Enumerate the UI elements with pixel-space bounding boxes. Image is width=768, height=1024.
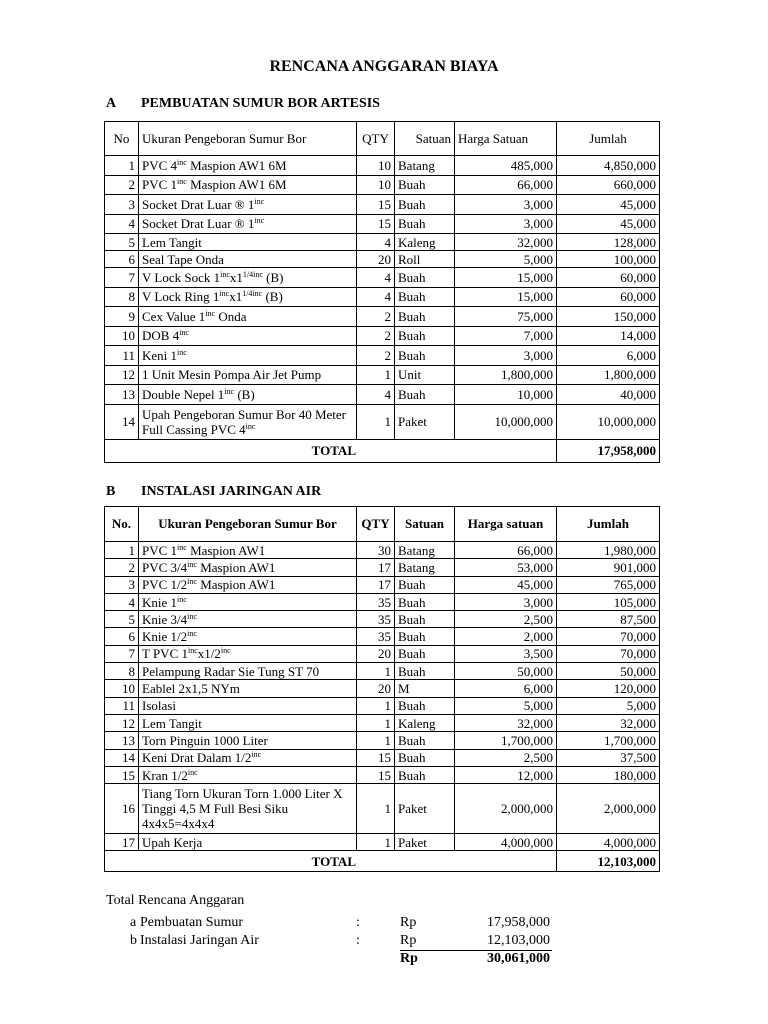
- cell-item: Lem Tangit: [139, 234, 357, 251]
- total-value: 12,103,000: [557, 851, 660, 872]
- cell-unit: Buah: [395, 663, 455, 680]
- cell-price: 3,500: [455, 645, 557, 662]
- cell-qty: 17: [357, 576, 395, 593]
- cell-price: 2,000,000: [455, 784, 557, 834]
- cell-price: 4,000,000: [455, 834, 557, 851]
- summary-grand-total-row: [106, 951, 566, 969]
- cell-price: 485,000: [455, 156, 557, 176]
- table-row: [105, 156, 660, 176]
- cell-no: 13: [105, 385, 139, 405]
- col-header-item: Ukuran Pengeboran Sumur Bor: [139, 507, 357, 542]
- cell-item: Seal Tape Onda: [139, 251, 357, 268]
- cell-price: 7,000: [455, 326, 557, 346]
- col-header-total: Jumlah: [557, 507, 660, 542]
- cell-total: 1,700,000: [557, 732, 660, 749]
- col-header-no: No: [105, 122, 139, 156]
- cell-total: 1,800,000: [557, 365, 660, 385]
- cell-no: 5: [105, 611, 139, 628]
- superscript-unit: inc: [220, 646, 231, 656]
- cell-unit: Buah: [395, 326, 455, 346]
- cell-item: Torn Pinguin 1000 Liter: [139, 732, 357, 749]
- cell-item: Socket Drat Luar ® $1^{inc}$: [139, 214, 357, 234]
- col-header-no: No.: [105, 507, 139, 542]
- superscript-unit: 1/4inc: [242, 269, 263, 279]
- col-header-unit: Satuan: [395, 507, 455, 542]
- superscript-unit: inc: [177, 177, 187, 187]
- cell-price: 2,000: [455, 628, 557, 645]
- cell-total: 4,850,000: [557, 156, 660, 176]
- cell-no: 2: [105, 559, 139, 576]
- cell-no: 2: [105, 175, 139, 195]
- cell-unit: Buah: [395, 346, 455, 366]
- table-row: [105, 234, 660, 251]
- summary-index: b: [130, 933, 137, 948]
- cell-no: 4: [105, 214, 139, 234]
- table-total-row: [105, 439, 660, 462]
- table-row: [105, 834, 660, 851]
- table-row: [105, 766, 660, 783]
- cell-no: 8: [105, 663, 139, 680]
- cell-price: 12,000: [455, 766, 557, 783]
- section-a-heading: [106, 96, 380, 112]
- superscript-unit: inc: [177, 157, 187, 167]
- cell-no: 16: [105, 784, 139, 834]
- cell-price: 10,000: [455, 385, 557, 405]
- cell-item: Knie $1/2^{inc}$: [139, 628, 357, 645]
- cell-total: 765,000: [557, 576, 660, 593]
- cell-no: 4: [105, 593, 139, 610]
- cell-price: 66,000: [455, 175, 557, 195]
- cell-total: 128,000: [557, 234, 660, 251]
- cell-total: 45,000: [557, 214, 660, 234]
- cell-unit: Kaleng: [395, 234, 455, 251]
- superscript-unit: inc: [254, 196, 265, 206]
- cell-no: 17: [105, 834, 139, 851]
- cell-total: 14,000: [557, 326, 660, 346]
- cell-unit: M: [395, 680, 455, 697]
- col-header-total: Jumlah: [557, 122, 660, 156]
- superscript-unit: inc: [187, 577, 197, 587]
- cell-qty: 4: [357, 385, 395, 405]
- cell-item: Keni Drat Dalam $1/2^{inc}$: [139, 749, 357, 766]
- cell-item: PVC $1/2^{inc}$ Maspion AW1: [139, 576, 357, 593]
- page-title: RENCANA ANGGARAN BIAYA: [269, 58, 499, 75]
- cell-price: 3,000: [455, 195, 557, 215]
- cell-unit: Batang: [395, 559, 455, 576]
- cell-unit: Buah: [395, 766, 455, 783]
- table-row: [105, 680, 660, 697]
- table-row: [105, 385, 660, 405]
- summary-amount: 12,103,000: [487, 933, 550, 948]
- cell-item: 1 Unit Mesin Pompa Air Jet Pump: [139, 365, 357, 385]
- table-row: [105, 645, 660, 662]
- col-header-qty: QTY: [357, 122, 395, 156]
- cell-price: 2,500: [455, 611, 557, 628]
- cell-no: 8: [105, 287, 139, 307]
- section-b-title: INSTALASI JARINGAN AIR: [141, 484, 322, 499]
- cell-no: 12: [105, 365, 139, 385]
- cell-unit: Buah: [395, 307, 455, 327]
- summary-item: [106, 915, 566, 933]
- summary-currency: Rp: [400, 933, 417, 948]
- cell-qty: 20: [357, 680, 395, 697]
- cell-unit: Batang: [395, 156, 455, 176]
- superscript-unit: inc: [254, 216, 265, 226]
- cell-price: 32,000: [455, 234, 557, 251]
- cell-no: 9: [105, 307, 139, 327]
- cell-price: 5,000: [455, 251, 557, 268]
- cell-item: Upah Kerja: [139, 834, 357, 851]
- cell-item: PVC $4^{inc}$ Maspion AW1 6M: [139, 156, 357, 176]
- cell-total: 60,000: [557, 268, 660, 288]
- table-row: [105, 714, 660, 731]
- table-row: [105, 749, 660, 766]
- table-row: [105, 287, 660, 307]
- superscript-unit: inc: [224, 386, 235, 396]
- col-header-qty: QTY: [357, 507, 395, 542]
- table-row: [105, 214, 660, 234]
- cell-item: Isolasi: [139, 697, 357, 714]
- cell-total: 100,000: [557, 251, 660, 268]
- cell-qty: 35: [357, 593, 395, 610]
- table-instalasi-air: [104, 506, 660, 872]
- cell-unit: Paket: [395, 404, 455, 439]
- cell-item: Double Nepel $1^{inc}$ (B): [139, 385, 357, 405]
- cell-item: PVC $1^{inc}$ Maspion AW1 6M: [139, 175, 357, 195]
- cell-price: 15,000: [455, 287, 557, 307]
- cell-qty: 1: [357, 834, 395, 851]
- table-row: [105, 663, 660, 680]
- summary-heading-row: [106, 893, 566, 911]
- cell-no: 11: [105, 346, 139, 366]
- cell-unit: Buah: [395, 268, 455, 288]
- cell-item: Lem Tangit: [139, 714, 357, 731]
- superscript-unit: inc: [187, 611, 197, 621]
- cell-no: 14: [105, 749, 139, 766]
- superscript-unit: inc: [205, 308, 216, 318]
- summary-name: Instalasi Jaringan Air: [140, 933, 259, 948]
- table-row: [105, 732, 660, 749]
- cell-unit: Buah: [395, 287, 455, 307]
- cell-qty: 35: [357, 611, 395, 628]
- budget-summary: [106, 893, 566, 969]
- cell-item: T PVC $1^{inc}x1/2^{inc}$: [139, 645, 357, 662]
- table-total-row: [105, 851, 660, 872]
- cell-qty: 2: [357, 307, 395, 327]
- cell-qty: 1: [357, 663, 395, 680]
- cell-price: 3,000: [455, 593, 557, 610]
- cell-price: 5,000: [455, 697, 557, 714]
- cell-qty: 10: [357, 156, 395, 176]
- summary-currency: Rp: [400, 915, 417, 930]
- cell-total: 120,000: [557, 680, 660, 697]
- cell-unit: Buah: [395, 195, 455, 215]
- cell-total: 32,000: [557, 714, 660, 731]
- cell-unit: Kaleng: [395, 714, 455, 731]
- superscript-unit: inc: [177, 542, 187, 552]
- cell-unit: Roll: [395, 251, 455, 268]
- cell-qty: 2: [357, 326, 395, 346]
- table-row: [105, 784, 660, 834]
- table-row: [105, 576, 660, 593]
- cell-price: 32,000: [455, 714, 557, 731]
- superscript-unit: inc: [219, 289, 230, 299]
- cell-unit: Buah: [395, 385, 455, 405]
- cell-no: 14: [105, 404, 139, 439]
- cell-no: 10: [105, 680, 139, 697]
- cell-unit: Batang: [395, 542, 455, 559]
- cell-item: Tiang Torn Ukuran Torn 1.000 Liter X Tinggi 4,5 M Full Besi Siku 4x4x5=4x4x4: [139, 784, 357, 834]
- cell-no: 1: [105, 542, 139, 559]
- cell-qty: 1: [357, 714, 395, 731]
- table-row: [105, 611, 660, 628]
- superscript-unit: inc: [188, 646, 198, 656]
- cell-no: 12: [105, 714, 139, 731]
- cell-unit: Buah: [395, 732, 455, 749]
- cell-no: 1: [105, 156, 139, 176]
- summary-colon: :: [356, 915, 360, 930]
- superscript-unit: inc: [220, 269, 230, 279]
- table-sumur-bor: [104, 121, 660, 463]
- summary-name: Pembuatan Sumur: [140, 915, 244, 930]
- superscript-unit: inc: [245, 421, 256, 431]
- cell-qty: 30: [357, 542, 395, 559]
- cell-no: 3: [105, 195, 139, 215]
- cell-total: 87,500: [557, 611, 660, 628]
- cell-unit: Buah: [395, 593, 455, 610]
- table-row: [105, 175, 660, 195]
- cell-qty: 10: [357, 175, 395, 195]
- cell-no: 11: [105, 697, 139, 714]
- cell-price: 1,800,000: [455, 365, 557, 385]
- grand-total-currency: Rp: [400, 951, 418, 966]
- cell-price: 66,000: [455, 542, 557, 559]
- cell-total: 4,000,000: [557, 834, 660, 851]
- cell-qty: 1: [357, 732, 395, 749]
- cell-unit: Buah: [395, 697, 455, 714]
- section-b-heading: [106, 484, 321, 500]
- cell-total: 180,000: [557, 766, 660, 783]
- cell-qty: 17: [357, 559, 395, 576]
- section-a-letter: A: [106, 96, 117, 111]
- cell-qty: 15: [357, 749, 395, 766]
- cell-item: DOB $4^{inc}$: [139, 326, 357, 346]
- table-row: [105, 307, 660, 327]
- cell-unit: Buah: [395, 214, 455, 234]
- cell-total: 50,000: [557, 663, 660, 680]
- cell-item: Cex Value $1^{inc}$ Onda: [139, 307, 357, 327]
- cell-total: 40,000: [557, 385, 660, 405]
- cell-qty: 1: [357, 404, 395, 439]
- table-row: [105, 628, 660, 645]
- cell-price: 6,000: [455, 680, 557, 697]
- superscript-unit: inc: [177, 594, 187, 604]
- cell-item: Pelampung Radar Sie Tung ST 70: [139, 663, 357, 680]
- table-row: [105, 326, 660, 346]
- table-header-row: [105, 507, 660, 542]
- cell-total: 6,000: [557, 346, 660, 366]
- cell-unit: Buah: [395, 576, 455, 593]
- cell-total: 901,000: [557, 559, 660, 576]
- cell-price: 15,000: [455, 268, 557, 288]
- cell-unit: Buah: [395, 749, 455, 766]
- cell-total: 660,000: [557, 175, 660, 195]
- cell-price: 50,000: [455, 663, 557, 680]
- cell-total: 5,000: [557, 697, 660, 714]
- superscript-unit: 1/4inc: [242, 289, 263, 299]
- cell-unit: Paket: [395, 784, 455, 834]
- total-label: TOTAL: [105, 851, 557, 872]
- cell-item: Kran $1/2^{inc}$: [139, 766, 357, 783]
- cell-item: Upah Pengeboran Sumur Bor 40 Meter Full Cassing PVC $4^{inc}$: [139, 404, 357, 439]
- cell-qty: 20: [357, 645, 395, 662]
- cell-no: 7: [105, 645, 139, 662]
- cell-no: 10: [105, 326, 139, 346]
- superscript-unit: inc: [179, 328, 189, 338]
- table-row: [105, 365, 660, 385]
- cell-no: 6: [105, 628, 139, 645]
- total-value: 17,958,000: [557, 439, 660, 462]
- superscript-unit: inc: [187, 767, 198, 777]
- cell-price: 10,000,000: [455, 404, 557, 439]
- col-header-price: Harga Satuan: [455, 122, 557, 156]
- cell-price: 3,000: [455, 214, 557, 234]
- cell-item: Knie $1^{inc}$: [139, 593, 357, 610]
- table-row: [105, 195, 660, 215]
- cell-qty: 1: [357, 365, 395, 385]
- cell-qty: 15: [357, 214, 395, 234]
- col-header-item: Ukuran Pengeboran Sumur Bor: [139, 122, 357, 156]
- cell-price: 75,000: [455, 307, 557, 327]
- cell-total: 150,000: [557, 307, 660, 327]
- summary-amount: 17,958,000: [487, 915, 550, 930]
- summary-index: a: [130, 915, 137, 930]
- cell-item: PVC $3/4^{inc}$ Maspion AW1: [139, 559, 357, 576]
- cell-unit: Buah: [395, 645, 455, 662]
- cell-qty: 4: [357, 287, 395, 307]
- cell-qty: 15: [357, 766, 395, 783]
- grand-total-amount: 30,061,000: [487, 951, 550, 966]
- col-header-price: Harga satuan: [455, 507, 557, 542]
- summary-heading: Total Rencana Anggaran: [106, 893, 245, 908]
- cell-unit: Buah: [395, 175, 455, 195]
- summary-colon: :: [356, 933, 360, 948]
- cell-qty: 2: [357, 346, 395, 366]
- cell-item: PVC $1^{inc}$ Maspion AW1: [139, 542, 357, 559]
- cell-price: 53,000: [455, 559, 557, 576]
- cell-item: Eablel 2x1,5 NYm: [139, 680, 357, 697]
- cell-price: 2,500: [455, 749, 557, 766]
- table-row: [105, 542, 660, 559]
- cell-price: 45,000: [455, 576, 557, 593]
- col-header-unit: Satuan: [395, 122, 455, 156]
- cell-qty: 15: [357, 195, 395, 215]
- cell-unit: Paket: [395, 834, 455, 851]
- cell-no: 13: [105, 732, 139, 749]
- cell-qty: 1: [357, 784, 395, 834]
- table-header-row: [105, 122, 660, 156]
- cell-item: V Lock Sock $1^{inc}x1^{1/4inc}$ (B): [139, 268, 357, 288]
- cell-total: 37,500: [557, 749, 660, 766]
- superscript-unit: inc: [187, 559, 197, 569]
- cell-unit: Buah: [395, 611, 455, 628]
- cell-item: Keni $1^{inc}$: [139, 346, 357, 366]
- section-b-letter: B: [106, 484, 116, 499]
- table-row: [105, 251, 660, 268]
- cell-no: 3: [105, 576, 139, 593]
- superscript-unit: inc: [177, 347, 187, 357]
- cell-total: 10,000,000: [557, 404, 660, 439]
- table-row: [105, 268, 660, 288]
- cell-total: 105,000: [557, 593, 660, 610]
- cell-no: 5: [105, 234, 139, 251]
- summary-item: [106, 933, 566, 951]
- cell-qty: 4: [357, 268, 395, 288]
- cell-qty: 1: [357, 697, 395, 714]
- cell-item: Knie $3/4^{inc}$: [139, 611, 357, 628]
- cell-item: V Lock Ring $1^{inc}x1^{1/4inc}$ (B): [139, 287, 357, 307]
- cell-total: 60,000: [557, 287, 660, 307]
- table-row: [105, 697, 660, 714]
- cell-item: Socket Drat Luar ® $1^{inc}$: [139, 195, 357, 215]
- cell-total: 1,980,000: [557, 542, 660, 559]
- cell-qty: 4: [357, 234, 395, 251]
- table-row: [105, 346, 660, 366]
- cell-total: 45,000: [557, 195, 660, 215]
- cell-qty: 20: [357, 251, 395, 268]
- cell-price: 1,700,000: [455, 732, 557, 749]
- cell-qty: 35: [357, 628, 395, 645]
- cell-no: 6: [105, 251, 139, 268]
- superscript-unit: inc: [251, 750, 262, 760]
- cell-total: 70,000: [557, 645, 660, 662]
- section-a-title: PEMBUATAN SUMUR BOR ARTESIS: [141, 96, 380, 111]
- cell-price: 3,000: [455, 346, 557, 366]
- cell-unit: Buah: [395, 628, 455, 645]
- cell-no: 15: [105, 766, 139, 783]
- cell-unit: Unit: [395, 365, 455, 385]
- total-label: TOTAL: [105, 439, 557, 462]
- superscript-unit: inc: [187, 629, 197, 639]
- cell-total: 70,000: [557, 628, 660, 645]
- table-row: [105, 559, 660, 576]
- cell-no: 7: [105, 268, 139, 288]
- cell-total: 2,000,000: [557, 784, 660, 834]
- table-row: [105, 593, 660, 610]
- table-row: [105, 404, 660, 439]
